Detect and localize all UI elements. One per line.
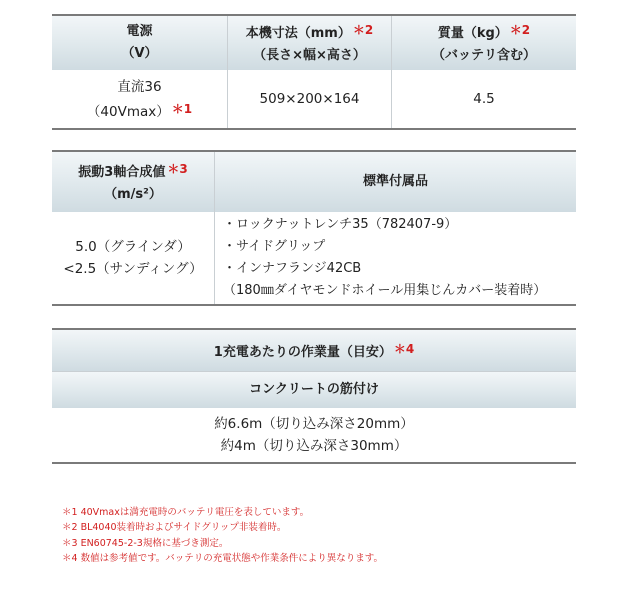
- accessory-item: ・インナフランジ42CB: [223, 261, 362, 276]
- footnote-mark-4: ＊4: [393, 341, 415, 356]
- vibration-value-row: [52, 212, 576, 304]
- vibration-accessory-table: [52, 150, 576, 306]
- accessory-item: ・ロックナットレンチ35（782407-9）: [223, 217, 458, 232]
- value-weight-text: 4.5: [473, 91, 495, 107]
- value-work-20mm: 約6.6m（切り込み深さ20mm）: [214, 416, 414, 432]
- footnote-4: ＊4 数値は参考値です。バッテリの充電状態や作業条件により異なります。: [62, 552, 384, 564]
- spec-value-row: [52, 70, 576, 128]
- value-dimensions: [227, 70, 391, 128]
- value-dimensions-text: 509×200×164: [259, 91, 360, 107]
- work-header-row: [52, 330, 576, 372]
- footnote-mark-1: ＊1: [171, 101, 193, 116]
- value-power-voltage: 直流36: [117, 78, 162, 95]
- accessory-item-note: （180㎜ダイヤモンドホイール用集じんカバー装着時）: [223, 283, 547, 298]
- header-accessories: [214, 152, 576, 212]
- spec-table: [52, 14, 576, 130]
- value-vibration-sanding: <2.5（サンディング）: [63, 261, 203, 277]
- value-weight: [391, 70, 576, 128]
- header-power-unit: （V）: [121, 46, 158, 61]
- header-work-label: 1充電あたりの作業量（目安）: [213, 344, 392, 360]
- work-value-row: [52, 408, 576, 462]
- work-per-charge-table: [52, 328, 576, 464]
- subheader-concrete-grooving: [52, 372, 576, 408]
- header-weight-sub: （バッテリ含む）: [431, 48, 536, 63]
- value-work-30mm: 約4m（切り込み深さ30mm）: [220, 438, 408, 454]
- header-weight: [391, 16, 576, 70]
- header-dimensions: [227, 16, 391, 70]
- value-work: [52, 408, 576, 462]
- subheader-label: コンクリートの筋付け: [249, 382, 379, 397]
- value-power: [52, 70, 227, 128]
- header-work-per-charge: [52, 330, 576, 372]
- header-vibration-unit: （m/s²）: [104, 187, 162, 202]
- header-weight-label: 質量（kg）: [437, 26, 508, 41]
- footnote-3: ＊3 EN60745-2-3規格に基づき測定。: [62, 537, 229, 549]
- footnote-1: ＊1 40Vmaxは満充電時のバッテリ電圧を表しています。: [62, 507, 310, 518]
- value-vibration-grinder: 5.0（グラインダ）: [75, 239, 191, 255]
- footnote-mark-2: ＊2: [352, 23, 374, 37]
- value-accessories: [214, 212, 576, 304]
- vibration-header-row: [52, 152, 576, 212]
- footnote-mark-3: ＊3: [167, 162, 188, 176]
- spec-header-row: [52, 16, 576, 70]
- header-vibration: [52, 152, 214, 212]
- header-power-label: 電源: [126, 24, 153, 39]
- header-power: [52, 16, 227, 70]
- accessory-item: ・サイドグリップ: [223, 239, 326, 254]
- header-dimensions-label: 本機寸法（mm）: [245, 26, 351, 41]
- value-vibration: [52, 212, 214, 304]
- header-dimensions-sub: （長さ×幅×高さ）: [253, 48, 366, 63]
- header-vibration-label: 振動3軸合成値: [78, 165, 166, 180]
- footnote-2: ＊2 BL4040装着時およびサイドグリップ非装着時。: [62, 522, 287, 534]
- work-subheader-row: [52, 372, 576, 408]
- footnote-mark-2b: ＊2: [509, 23, 531, 37]
- header-accessories-label: 標準付属品: [362, 174, 428, 189]
- footnotes: [62, 505, 383, 566]
- value-power-max: （40Vmax）: [86, 103, 170, 120]
